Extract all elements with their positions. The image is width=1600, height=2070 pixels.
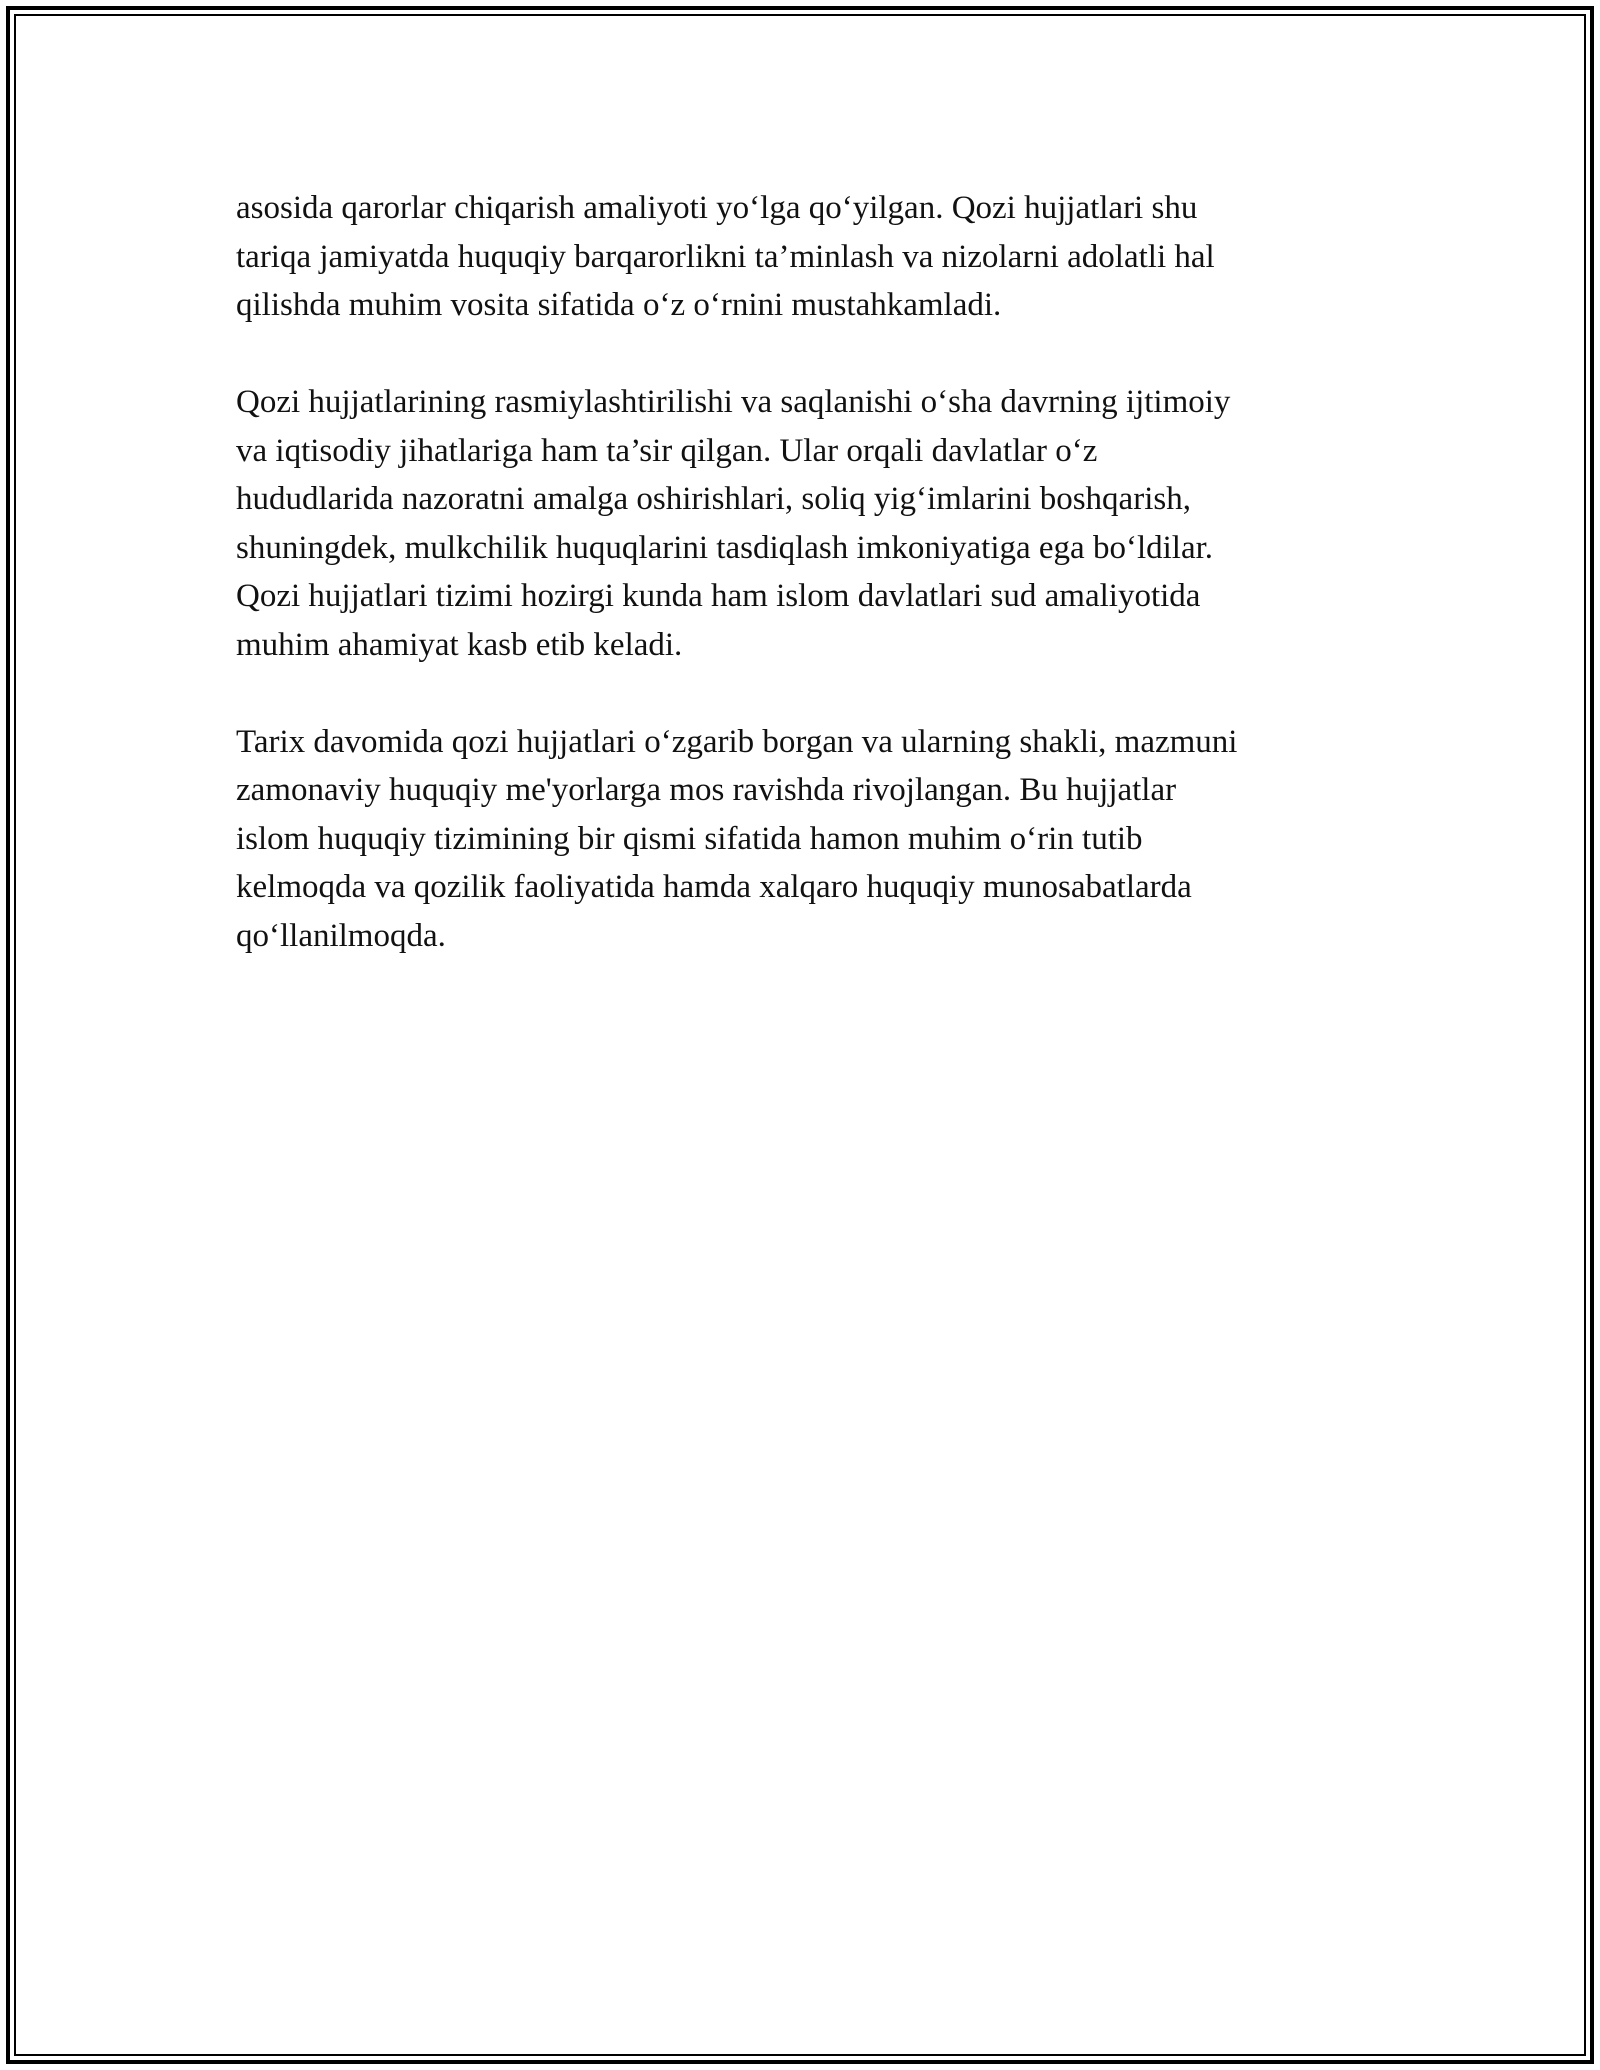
text-line: Qozi hujjatlarining rasmiylashtirilishi va saqlanishi o‘sha davrning ijtimoiy: [236, 384, 1231, 420]
text-line: kelmoqda va qozilik faoliyatida hamda xalqaro huquqiy munosabatlarda: [236, 869, 1192, 905]
text-line: islom huquqiy tizimining bir qismi sifatida hamon muhim o‘rin tutib: [236, 820, 1143, 857]
text-line: qo‘llanilmoqda.: [236, 917, 446, 954]
paragraph-1: [236, 184, 1376, 330]
text-line: Qozi hujjatlari tizimi hozirgi kunda ham islom davlatlari sud amaliyotida: [236, 578, 1201, 614]
document-body: [236, 184, 1376, 1009]
text-line: shuningdek, mulkchilik huquqlarini tasdiqlash imkoniyatiga ega bo‘ldilar.: [236, 529, 1214, 566]
text-line: qilishda muhim vosita sifatida o‘z o‘rnini mustahkamladi.: [236, 287, 1002, 323]
text-line: hududlarida nazoratni amalga oshirishlari, soliq yig‘imlarini boshqarish,: [236, 481, 1191, 517]
paragraph-3: [236, 718, 1376, 961]
text-line: tariqa jamiyatda huquqiy barqarorlikni ta’minlash va nizolarni adolatli hal: [236, 238, 1215, 275]
text-line: Tarix davomida qozi hujjatlari o‘zgarib borgan va ularning shakli, mazmuni: [236, 723, 1238, 760]
text-line: asosida qarorlar chiqarish amaliyoti yo‘lga qo‘yilgan. Qozi hujjatlari shu: [236, 190, 1198, 226]
text-line: muhim ahamiyat kasb etib keladi.: [236, 626, 683, 663]
text-line: va iqtisodiy jihatlariga ham ta’sir qilgan. Ular orqali davlatlar o‘z: [236, 432, 1098, 469]
text-line: zamonaviy huquqiy me'yorlarga mos ravishda rivojlangan. Bu hujjatlar: [236, 772, 1177, 808]
paragraph-2: [236, 378, 1376, 669]
